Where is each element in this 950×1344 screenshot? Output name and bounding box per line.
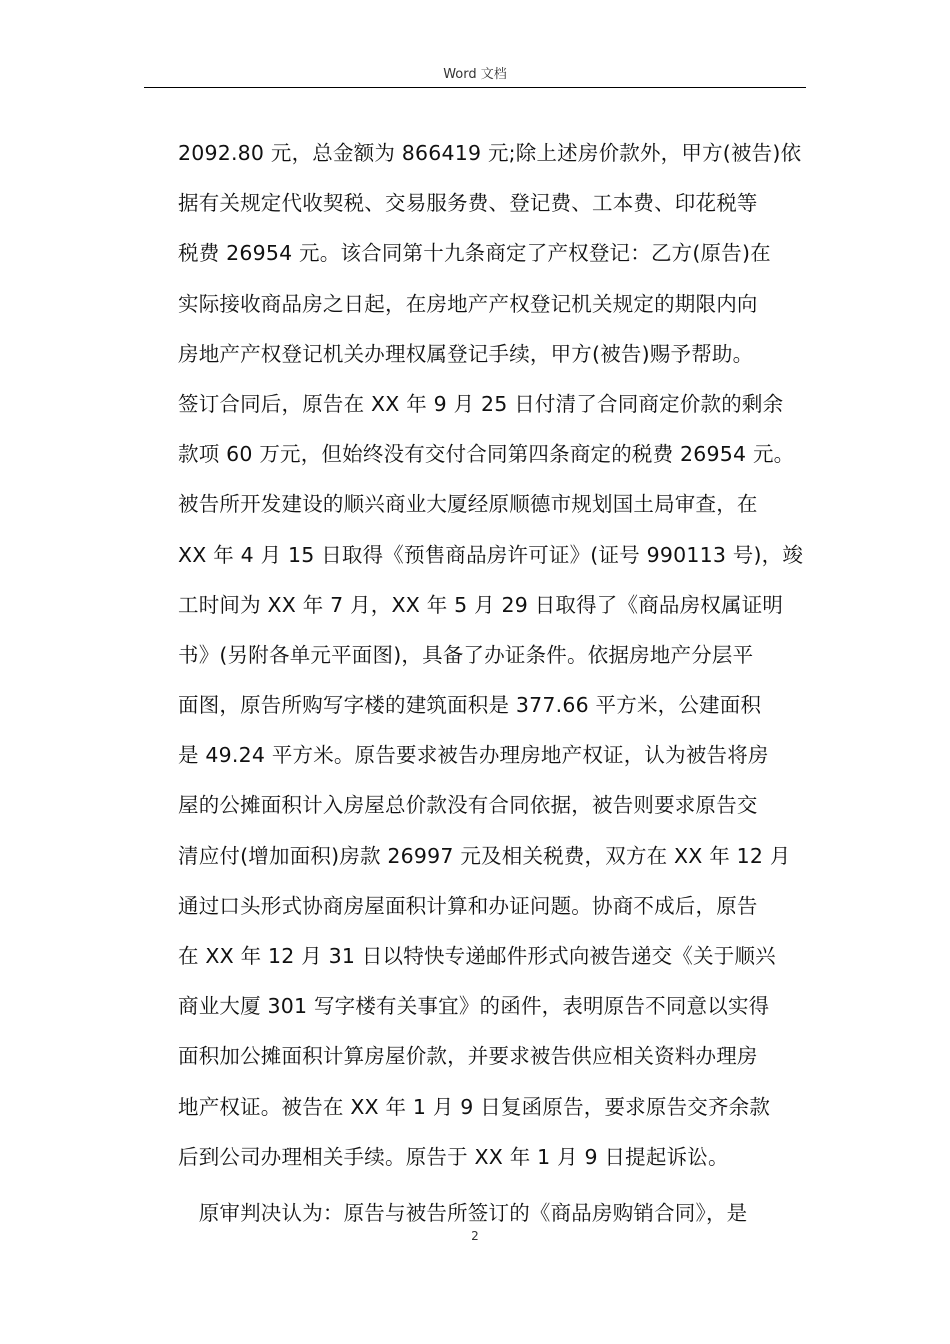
text-line: 地产权证。被告在 XX 年 1 月 9 日复函原告，要求原告交齐余款 bbox=[178, 1094, 771, 1119]
text-line: XX 年 4 月 15 日取得《预售商品房许可证》(证号 990113 号)，竣 bbox=[178, 542, 804, 567]
text-line: 房地产产权登记机关办理权属登记手续，甲方(被告)赐予帮助。 bbox=[178, 341, 754, 366]
document-body bbox=[178, 128, 818, 1238]
paragraph bbox=[178, 128, 818, 1182]
page-header: Word 文档 bbox=[443, 67, 507, 82]
text-line: 清应付(增加面积)房款 26997 元及相关税费，双方在 XX 年 12 月 bbox=[178, 843, 791, 868]
text-line: 实际接收商品房之日起，在房地产产权登记机关规定的期限内向 bbox=[178, 291, 758, 316]
text-line: 款项 60 万元，但始终没有交付合同第四条商定的税费 26954 元。 bbox=[178, 442, 795, 467]
page-number: 2 bbox=[471, 1229, 479, 1243]
text-line: 是 49.24 平方米。原告要求被告办理房地产权证，认为被告将房 bbox=[178, 743, 769, 768]
text-line: 签订合同后，原告在 XX 年 9 月 25 日付清了合同商定价款的剩余 bbox=[178, 391, 784, 416]
text-line: 被告所开发建设的顺兴商业大厦经原顺德市规划国土局审查，在 bbox=[178, 492, 758, 517]
text-line: 在 XX 年 12 月 31 日以特快专递邮件形式向被告递交《关于顺兴 bbox=[178, 944, 776, 968]
text-line: 据有关规定代收契税、交易服务费、登记费、工本费、印花税等 bbox=[178, 191, 758, 216]
text-line: 2092.80 元，总金额为 866419 元;除上述房价款外，甲方(被告)依 bbox=[178, 141, 802, 165]
header-divider bbox=[144, 87, 806, 88]
text-line: 屋的公摊面积计入房屋总价款没有合同依据，被告则要求原告交 bbox=[178, 793, 758, 818]
text-line: 面积加公摊面积计算房屋价款，并要求被告供应相关资料办理房 bbox=[178, 1044, 758, 1069]
text-line: 税费 26954 元。该合同第十九条商定了产权登记：乙方(原告)在 bbox=[178, 241, 771, 266]
text-line: 后到公司办理相关手续。原告于 XX 年 1 月 9 日提起诉讼。 bbox=[178, 1144, 729, 1169]
text-line: 原审判决认为：原告与被告所签订的《商品房购销合同》，是 bbox=[178, 1200, 748, 1225]
text-line: 通过口头形式协商房屋面积计算和办证问题。协商不成后，原告 bbox=[178, 893, 758, 918]
text-line: 商业大厦 301 写字楼有关事宜》的函件，表明原告不同意以实得 bbox=[178, 994, 770, 1019]
text-line: 书》(另附各单元平面图)，具备了办证条件。依据房地产分层平 bbox=[178, 642, 754, 667]
text-line: 工时间为 XX 年 7 月，XX 年 5 月 29 日取得了《商品房权属证明 bbox=[178, 592, 784, 617]
text-line: 面图，原告所购写字楼的建筑面积是 377.66 平方米，公建面积 bbox=[178, 693, 762, 718]
